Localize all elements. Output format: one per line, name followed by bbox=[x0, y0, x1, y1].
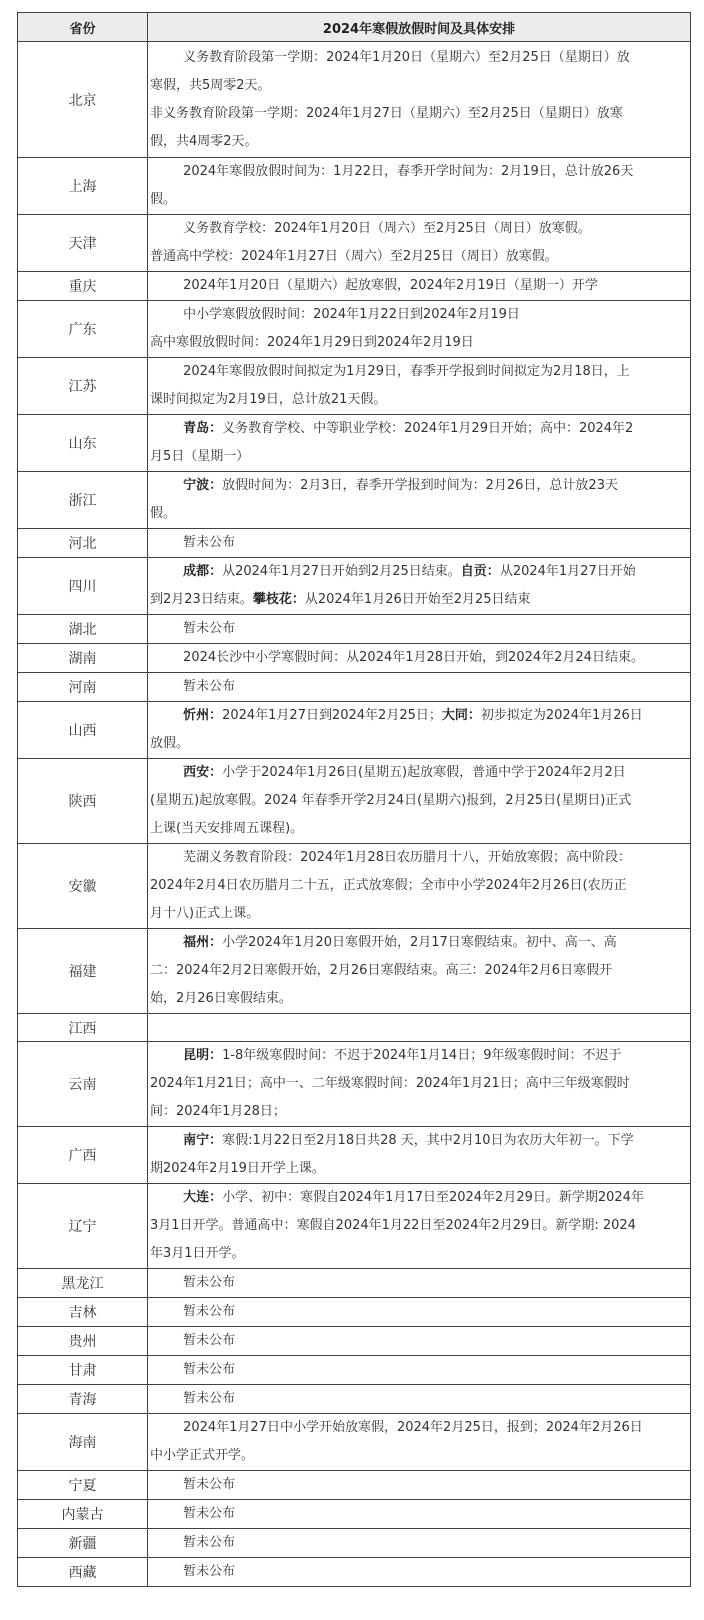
schedule-text: 暂未公布 bbox=[150, 1564, 236, 1579]
schedule-line bbox=[150, 1127, 686, 1155]
schedule-text: 2024年寒假放假时间为：1月22日，春季开学时间为：2月19日，总计放26天 bbox=[150, 164, 634, 179]
schedule-line bbox=[150, 386, 686, 414]
province-cell: 天津 bbox=[18, 215, 148, 272]
schedule-line bbox=[150, 472, 686, 500]
schedule-cell bbox=[148, 1356, 691, 1385]
schedule-line bbox=[150, 1269, 686, 1297]
city-label: 宁波： bbox=[183, 478, 223, 493]
schedule-text: 2024年1月21日；高中一、二年级寒假时间：2024年1月21日；高中三年级寒假时 bbox=[150, 1076, 630, 1091]
schedule-text: 从2024年1月27日开始到2月25日结束。 bbox=[222, 564, 461, 579]
schedule-text: 从2024年1月27日开始 bbox=[499, 564, 636, 579]
province-cell: 甘肃 bbox=[18, 1356, 148, 1385]
schedule-line bbox=[150, 158, 686, 186]
city-label: 西安： bbox=[183, 765, 223, 780]
schedule-text: 假。 bbox=[150, 506, 177, 521]
table-row bbox=[18, 1269, 691, 1298]
table-row bbox=[18, 1184, 691, 1269]
schedule-line bbox=[150, 1414, 686, 1442]
schedule-line bbox=[150, 100, 686, 128]
city-label: 昆明： bbox=[183, 1048, 223, 1063]
schedule-text: 月十八)正式上课。 bbox=[150, 906, 260, 921]
schedule-line bbox=[150, 872, 686, 900]
table-row bbox=[18, 472, 691, 529]
schedule-text: 到2月23日结束。 bbox=[150, 592, 253, 607]
schedule-cell bbox=[148, 644, 691, 673]
schedule-text: 2024年寒假放假时间拟定为1月29日，春季开学报到时间拟定为2月18日，上 bbox=[150, 364, 630, 379]
schedule-cell bbox=[148, 1529, 691, 1558]
schedule-text: 小学于2024年1月26日(星期五)起放寒假，普通中学于2024年2月2日 bbox=[222, 765, 626, 780]
province-cell: 山东 bbox=[18, 415, 148, 472]
schedule-line bbox=[150, 301, 686, 329]
table-row bbox=[18, 1414, 691, 1471]
schedule-text bbox=[150, 935, 183, 950]
schedule-text bbox=[150, 1190, 183, 1205]
schedule-line bbox=[150, 1385, 686, 1413]
schedule-line bbox=[150, 673, 686, 701]
schedule-text: 暂未公布 bbox=[150, 679, 236, 694]
table-row bbox=[18, 529, 691, 558]
schedule-text: 假。 bbox=[150, 192, 177, 207]
schedule-text: 从2024年1月26日开始至2月25日结束 bbox=[304, 592, 531, 607]
schedule-text: 小学、初中：寒假自2024年1月17日至2024年2月29日。新学期2024年 bbox=[222, 1190, 644, 1205]
province-cell: 山西 bbox=[18, 702, 148, 759]
table-body bbox=[18, 42, 691, 1587]
schedule-line bbox=[150, 1298, 686, 1326]
schedule-text: 义务教育阶段第一学期：2024年1月20日（星期六）至2月25日（星期日）放 bbox=[150, 49, 630, 65]
schedule-cell bbox=[148, 1471, 691, 1500]
schedule-table-wrapper bbox=[17, 12, 690, 1587]
schedule-line bbox=[150, 1471, 686, 1499]
schedule-line bbox=[150, 844, 686, 872]
schedule-text: 2024年1月27日中小学开始放寒假，2024年2月25日，报到；2024年2月26日 bbox=[150, 1420, 643, 1435]
schedule-line bbox=[150, 1212, 686, 1240]
table-row bbox=[18, 1558, 691, 1587]
province-cell: 江苏 bbox=[18, 358, 148, 415]
schedule-text bbox=[150, 708, 183, 723]
province-cell: 青海 bbox=[18, 1385, 148, 1414]
schedule-text bbox=[150, 478, 183, 493]
schedule-text: 寒假:1月22日至2月18日共28 天，其中2月10日为农历大年初一。下学 bbox=[222, 1133, 634, 1148]
schedule-text: 小学2024年1月20日寒假开始，2月17日寒假结束。初中、高一、高 bbox=[222, 935, 617, 950]
schedule-text: 暂未公布 bbox=[150, 1304, 236, 1319]
schedule-line bbox=[150, 985, 686, 1013]
schedule-cell bbox=[148, 1298, 691, 1327]
schedule-line bbox=[150, 644, 686, 672]
schedule-text: 义务教育学校、中等职业学校：2024年1月29日开始；高中：2024年2 bbox=[222, 421, 634, 436]
city-label: 攀枝花： bbox=[252, 592, 305, 607]
city-label: 大同： bbox=[441, 708, 481, 723]
table-row bbox=[18, 1298, 691, 1327]
schedule-line bbox=[150, 1356, 686, 1384]
schedule-cell bbox=[148, 1014, 691, 1042]
province-cell: 内蒙古 bbox=[18, 1500, 148, 1529]
schedule-line bbox=[150, 500, 686, 528]
schedule-text: 2024长沙中小学寒假时间：从2024年1月28日开始，到2024年2月24日结束。 bbox=[150, 650, 644, 665]
schedule-text: 放假。 bbox=[150, 736, 190, 751]
schedule-text: 暂未公布 bbox=[150, 1391, 236, 1406]
table-row bbox=[18, 1127, 691, 1184]
schedule-text: 暂未公布 bbox=[150, 1362, 236, 1377]
schedule-text: 假，共4周零2天。 bbox=[150, 133, 258, 149]
schedule-line bbox=[150, 1500, 686, 1528]
schedule-cell bbox=[148, 415, 691, 472]
winter-break-table bbox=[17, 12, 691, 1587]
table-row bbox=[18, 158, 691, 215]
city-label: 福州： bbox=[183, 935, 223, 950]
province-cell: 湖北 bbox=[18, 615, 148, 644]
table-row bbox=[18, 929, 691, 1014]
table-row bbox=[18, 844, 691, 929]
table-row bbox=[18, 702, 691, 759]
province-cell: 新疆 bbox=[18, 1529, 148, 1558]
table-row bbox=[18, 1500, 691, 1529]
schedule-line bbox=[150, 443, 686, 471]
schedule-text bbox=[150, 421, 183, 436]
province-cell: 云南 bbox=[18, 1042, 148, 1127]
schedule-cell bbox=[148, 1042, 691, 1127]
city-label: 青岛： bbox=[183, 421, 223, 436]
schedule-cell bbox=[148, 702, 691, 759]
schedule-line bbox=[150, 957, 686, 985]
schedule-text: 暂未公布 bbox=[150, 1477, 236, 1492]
schedule-text: 暂未公布 bbox=[150, 1506, 236, 1521]
schedule-line bbox=[150, 586, 686, 614]
province-cell: 重庆 bbox=[18, 272, 148, 301]
schedule-line bbox=[150, 1327, 686, 1355]
schedule-text: 中小学正式开学。 bbox=[150, 1448, 255, 1463]
schedule-cell bbox=[148, 1385, 691, 1414]
table-row bbox=[18, 215, 691, 272]
table-row bbox=[18, 1014, 691, 1042]
schedule-line bbox=[150, 1558, 686, 1586]
province-cell: 黑龙江 bbox=[18, 1269, 148, 1298]
schedule-text: 暂未公布 bbox=[150, 1333, 236, 1348]
schedule-cell bbox=[148, 844, 691, 929]
schedule-cell bbox=[148, 215, 691, 272]
schedule-text: 始，2月26日寒假结束。 bbox=[150, 991, 292, 1006]
province-cell: 宁夏 bbox=[18, 1471, 148, 1500]
schedule-cell bbox=[148, 1414, 691, 1471]
city-label: 大连： bbox=[183, 1190, 223, 1205]
schedule-line bbox=[150, 1042, 686, 1070]
schedule-line bbox=[150, 1240, 686, 1268]
table-row bbox=[18, 1042, 691, 1127]
schedule-cell bbox=[148, 272, 691, 301]
province-cell: 贵州 bbox=[18, 1327, 148, 1356]
province-cell: 湖南 bbox=[18, 644, 148, 673]
table-row bbox=[18, 759, 691, 844]
table-row bbox=[18, 558, 691, 615]
table-row bbox=[18, 644, 691, 673]
schedule-text: 3月1日开学。普通高中：寒假自2024年1月22日至2024年2月29日。新学期: 2024 bbox=[150, 1218, 636, 1233]
schedule-text: 月5日（星期一） bbox=[150, 449, 250, 464]
schedule-cell bbox=[148, 1127, 691, 1184]
city-label: 忻州： bbox=[183, 708, 223, 723]
province-cell: 浙江 bbox=[18, 472, 148, 529]
schedule-cell bbox=[148, 615, 691, 644]
schedule-line bbox=[150, 128, 686, 156]
schedule-line bbox=[150, 929, 686, 957]
header-row bbox=[18, 13, 691, 42]
schedule-cell bbox=[148, 1327, 691, 1356]
schedule-line bbox=[150, 44, 686, 72]
schedule-line bbox=[150, 243, 686, 271]
schedule-line bbox=[150, 1155, 686, 1183]
province-cell: 河北 bbox=[18, 529, 148, 558]
province-cell: 福建 bbox=[18, 929, 148, 1014]
province-cell: 四川 bbox=[18, 558, 148, 615]
schedule-text: 暂未公布 bbox=[150, 1535, 236, 1550]
province-cell: 安徽 bbox=[18, 844, 148, 929]
table-row bbox=[18, 615, 691, 644]
header-schedule: 2024年寒假放假时间及具体安排 bbox=[148, 13, 691, 42]
province-cell: 广东 bbox=[18, 301, 148, 358]
table-row bbox=[18, 42, 691, 158]
schedule-line bbox=[150, 1098, 686, 1126]
table-row bbox=[18, 1471, 691, 1500]
table-row bbox=[18, 1356, 691, 1385]
schedule-text: 初步拟定为2024年1月26日 bbox=[480, 708, 643, 723]
schedule-cell bbox=[148, 158, 691, 215]
province-cell: 陕西 bbox=[18, 759, 148, 844]
schedule-text: 课时间拟定为2月19日，总计放21天假。 bbox=[150, 392, 387, 407]
schedule-line bbox=[150, 730, 686, 758]
schedule-cell bbox=[148, 1558, 691, 1587]
schedule-cell bbox=[148, 1269, 691, 1298]
schedule-text bbox=[150, 765, 183, 780]
schedule-cell bbox=[148, 529, 691, 558]
schedule-cell bbox=[148, 759, 691, 844]
schedule-cell bbox=[148, 1500, 691, 1529]
table-row bbox=[18, 415, 691, 472]
table-row bbox=[18, 1529, 691, 1558]
schedule-line bbox=[150, 186, 686, 214]
schedule-text: 上课(当天安排周五课程)。 bbox=[150, 821, 304, 836]
schedule-text: 年3月1日开学。 bbox=[150, 1246, 245, 1261]
schedule-line bbox=[150, 1184, 686, 1212]
schedule-text: 二：2024年2月2日寒假开始，2月26日寒假结束。高三：2024年2月6日寒假开 bbox=[150, 963, 613, 978]
schedule-line bbox=[150, 272, 686, 300]
schedule-line bbox=[150, 558, 686, 586]
schedule-line bbox=[150, 415, 686, 443]
schedule-line bbox=[150, 358, 686, 386]
schedule-text: 寒假，共5周零2天。 bbox=[150, 77, 271, 93]
schedule-text: 2024年2月4日农历腊月二十五，正式放寒假；全市中小学2024年2月26日(农历正 bbox=[150, 878, 627, 893]
schedule-text bbox=[150, 1133, 183, 1148]
schedule-text: 芜湖义务教育阶段：2024年1月28日农历腊月十八，开始放寒假；高中阶段： bbox=[150, 850, 631, 865]
city-label: 成都： bbox=[183, 564, 223, 579]
schedule-line bbox=[150, 787, 686, 815]
table-row bbox=[18, 1385, 691, 1414]
province-cell: 吉林 bbox=[18, 1298, 148, 1327]
schedule-text: 2024年1月27日到2024年2月25日； bbox=[222, 708, 442, 723]
city-label: 南宁： bbox=[183, 1133, 223, 1148]
schedule-line bbox=[150, 215, 686, 243]
province-cell: 河南 bbox=[18, 673, 148, 702]
schedule-text: 2024年1月20日（星期六）起放寒假，2024年2月19日（星期一）开学 bbox=[150, 278, 598, 293]
schedule-line bbox=[150, 72, 686, 100]
province-cell: 北京 bbox=[18, 42, 148, 158]
table-row bbox=[18, 301, 691, 358]
schedule-line bbox=[150, 329, 686, 357]
schedule-text: (星期五)起放寒假。2024 年春季开学2月24日(星期六)报到，2月25日(星期日)正式 bbox=[150, 793, 632, 808]
province-cell: 海南 bbox=[18, 1414, 148, 1471]
schedule-line bbox=[150, 1070, 686, 1098]
schedule-text: 1-8年级寒假时间：不迟于2024年1月14日；9年级寒假时间：不迟于 bbox=[222, 1048, 622, 1063]
schedule-cell bbox=[148, 42, 691, 158]
schedule-line bbox=[150, 759, 686, 787]
schedule-line bbox=[150, 702, 686, 730]
schedule-text: 高中寒假放假时间：2024年1月29日到2024年2月19日 bbox=[150, 335, 474, 350]
schedule-text: 期2024年2月19日开学上课。 bbox=[150, 1161, 325, 1176]
schedule-cell bbox=[148, 1184, 691, 1269]
schedule-text: 暂未公布 bbox=[150, 535, 236, 550]
table-row bbox=[18, 1327, 691, 1356]
schedule-line bbox=[150, 900, 686, 928]
schedule-text: 暂未公布 bbox=[150, 621, 236, 636]
schedule-text: 普通高中学校：2024年1月27日（周六）至2月25日（周日）放寒假。 bbox=[150, 249, 558, 264]
province-cell: 辽宁 bbox=[18, 1184, 148, 1269]
city-label: 自贡： bbox=[460, 564, 500, 579]
schedule-line bbox=[150, 615, 686, 643]
table-row bbox=[18, 358, 691, 415]
schedule-line bbox=[150, 1529, 686, 1557]
province-cell: 西藏 bbox=[18, 1558, 148, 1587]
schedule-cell bbox=[148, 301, 691, 358]
province-cell: 江西 bbox=[18, 1014, 148, 1042]
header-province: 省份 bbox=[18, 13, 148, 42]
schedule-line bbox=[150, 1442, 686, 1470]
province-cell: 上海 bbox=[18, 158, 148, 215]
schedule-text: 放假时间为：2月3日，春季开学报到时间为：2月26日，总计放23天 bbox=[222, 478, 618, 493]
schedule-text: 暂未公布 bbox=[150, 1275, 236, 1290]
schedule-text bbox=[150, 564, 183, 579]
schedule-text: 间：2024年1月28日； bbox=[150, 1104, 286, 1119]
schedule-line bbox=[150, 529, 686, 557]
schedule-text: 非义务教育阶段第一学期：2024年1月27日（星期六）至2月25日（星期日）放寒 bbox=[150, 105, 623, 121]
schedule-text: 中小学寒假放假时间：2024年1月22日到2024年2月19日 bbox=[150, 307, 520, 322]
schedule-cell bbox=[148, 558, 691, 615]
schedule-text bbox=[150, 1048, 183, 1063]
table-row bbox=[18, 272, 691, 301]
schedule-cell bbox=[148, 472, 691, 529]
schedule-text: 义务教育学校：2024年1月20日（周六）至2月25日（周日）放寒假。 bbox=[150, 221, 591, 236]
schedule-line bbox=[150, 815, 686, 843]
schedule-cell bbox=[148, 929, 691, 1014]
table-row bbox=[18, 673, 691, 702]
schedule-cell bbox=[148, 673, 691, 702]
schedule-cell bbox=[148, 358, 691, 415]
province-cell: 广西 bbox=[18, 1127, 148, 1184]
